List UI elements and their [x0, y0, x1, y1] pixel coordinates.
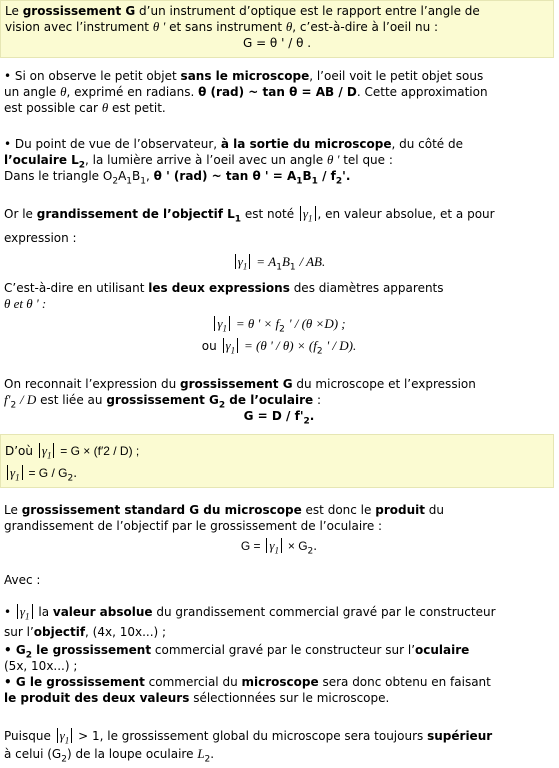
intro-line-2: vision avec l’instrument θ ' et sans instrument θ, c’est-à-dire à l’oeil nu :: [5, 19, 439, 34]
paragraph-eyepiece-exit: • Du point de vue de l’observateur, à la sortie du microscope, du côté de l’oculaire $L_2$, la lumière arrive à l’oeil avec un angle θ ' tel que : Dans le triangle $O_2A_1B_1$, θ ' (rad) ~ tan θ ' = $A_1B_1 / f_2'$.: [4, 137, 463, 187]
intro-line-1: Le grossissement G d’un instrument d’optique est le rapport entre l’angle de: [5, 4, 480, 18]
paragraph-two-expressions: C’est-à-dire en utilisant les deux expressions des diamètres apparents θ et θ ' : $\gamma_1 = \theta$ ' × $f_2$ ' / (θ ×D) ; ou $\gamma_1 = (\theta$ ' / $\theta) \times (f_2$ ' / D).: [4, 281, 444, 357]
intro-formula: G = θ ' / θ .: [242, 36, 312, 50]
result-box: D’où $\gamma_1 = G \times (f'2 / D)$ ; $\gamma_1 = G / G_2$.: [0, 434, 554, 488]
paragraph-conclusion: Puisque $\gamma_1 > 1$, le grossissement global du microscope sera toujours supérieur à celui $(G_2)$ de la loupe oculaire $L_2$.: [4, 728, 493, 765]
paragraph-naked-eye: • Si on observe le petit objet sans le microscope, l’oeil voit le petit objet sous un angle θ, exprimé en radians. θ (rad) ~ tan θ = AB / D. Cette approximation est possible car θ est petit.: [4, 69, 488, 115]
paragraph-eyepiece-magnification: On reconnait l’expression du grossissement G du microscope et l’expression $f'_2$ / D est liée au grossissement $G_2$ de l’oculaire : $G = D / f'_2$.: [4, 377, 476, 427]
definition-box: [0, 0, 554, 58]
paragraph-definitions: Avec : • $\gamma_1$ la valeur absolue du grandissement commercial gravé par le constructeur sur l’objectif, (4x, 10x...) ; • $G_2$ le grossissement commercial gravé par le constructeur sur l’oculaire (5x, 10x...) ; • G le grossissement commercial du microscope sera donc obtenu en faisant le produit des deux valeurs sélectionnées sur le microscope.: [4, 573, 496, 705]
paragraph-standard-magnification: Le grossissement standard G du microscope est donc le produit du grandissement de l’objectif par le grossissement de l’oculaire : $G = \gamma_1 \times G_2$.: [4, 503, 445, 557]
paragraph-objective: Or le grandissement de l’objectif $L_1$ est noté $\gamma_1$ , en valeur absolue, et a pour expression : $\gamma_1 = A_1B_1$ / AB.: [4, 206, 495, 273]
